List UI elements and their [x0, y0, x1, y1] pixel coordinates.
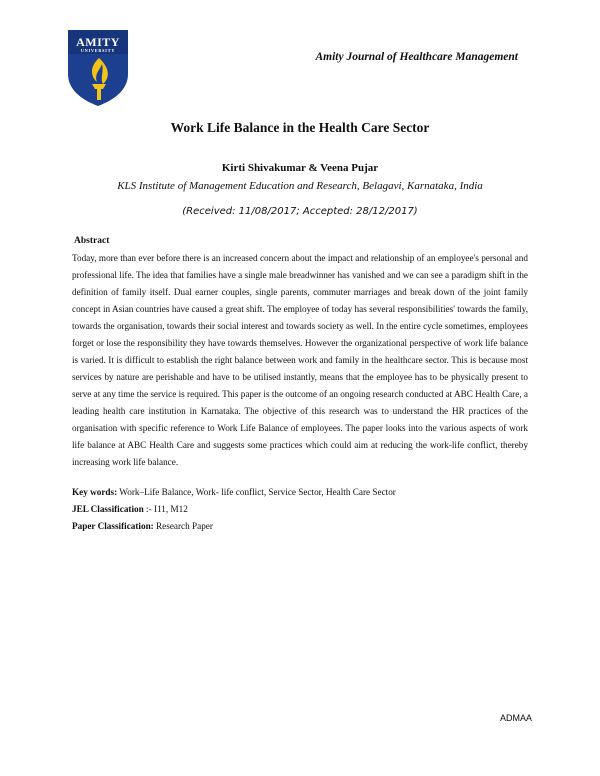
paper-classification-label: Paper Classification: — [72, 521, 154, 531]
keywords-label: Key words: — [72, 487, 118, 497]
footer-brand: ADMAA — [499, 713, 532, 723]
paper-title: Work Life Balance in the Health Care Sector — [170, 120, 430, 135]
jel-value: :- I11, M12 — [143, 504, 188, 514]
abstract-heading: Abstract — [74, 236, 110, 246]
jel-classification-line — [72, 504, 188, 514]
keywords-line — [72, 487, 396, 497]
logo-subtitle: UNIVERSITY — [80, 48, 116, 53]
logo-name: AMITY — [76, 35, 120, 49]
abstract-body: Today, more than ever before there is an increased concern about the impact and relationship of an employee's personal and professional life. The idea that families have a single male breadwinner has vanished and we can see a paradigm shift in the definition of family itself. Dual earner couples, single parents, commuter marriages and break down of the joint family concept in Asian countries have caused a great shift. The employee of today has several responsibilities' towards the family, towards the organisation, towards their social interest and towards society as well. In the entire cycle sometimes, employees forget or lose the responsibility they have towards themselves. However the organizational perspective of work life balance is varied. It is difficult to establish the right balance between work and family in the healthcare sector. This is because most services by nature are perishable and have to be utilised instantly, means that the employee has to be physically present to serve at any time the service is required. This paper is the outcome of an ongoing research conducted at ABC Health Care, a leading health care institution in Karnataka. The objective of this research was to understand the HR practices of the organisation with specific reference to Work Life Balance of employees. The paper looks into the various aspects of work life balance at ABC Health Care and suggests some practices which could aim at reducing the work-life conflict, thereby increasing work life balance. — [72, 253, 528, 467]
paper-classification-line — [72, 521, 213, 531]
journal-name: Amity Journal of Healthcare Management — [315, 51, 518, 63]
paper-classification-value: Research Paper — [153, 521, 213, 531]
amity-logo — [66, 28, 130, 108]
paper-authors: Kirti Shivakumar & Veena Pujar — [221, 162, 379, 174]
paper-affiliation: KLS Institute of Management Education and Research, Belagavi, Karnataka, India — [117, 180, 483, 192]
received-accepted-dates: (Received: 11/08/2017; Accepted: 28/12/2017) — [182, 206, 418, 217]
keywords-value: Work–Life Balance, Work- life conflict, Service Sector, Health Care Sector — [117, 487, 396, 497]
jel-label: JEL Classification — [72, 504, 144, 514]
